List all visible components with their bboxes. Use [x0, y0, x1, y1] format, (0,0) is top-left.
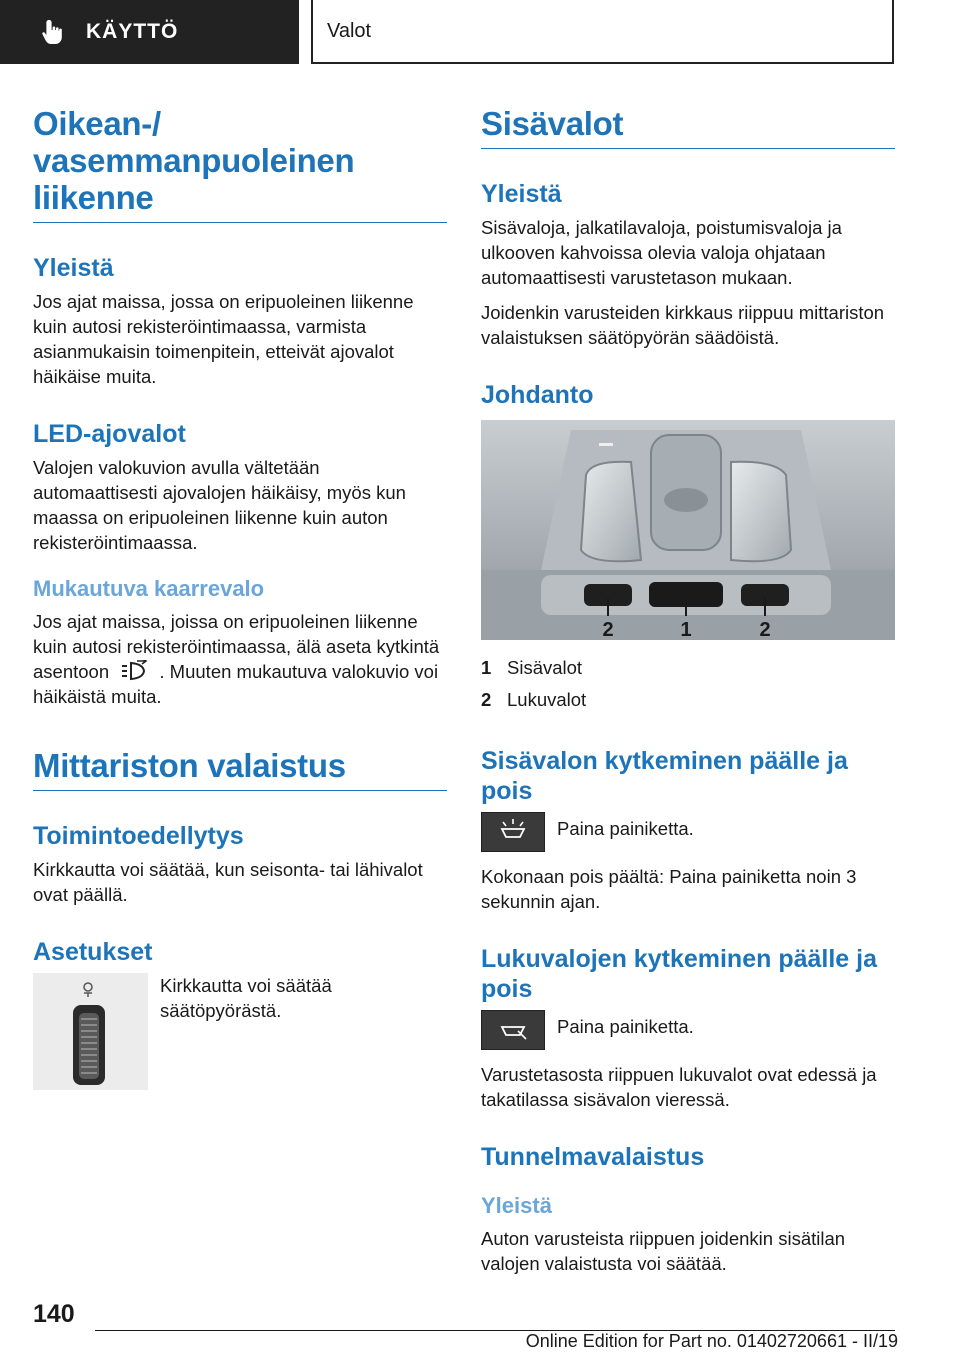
heading-ambient-lighting: Tunnelmavalaistus — [481, 1143, 705, 1171]
text-kokonaan: Kokonaan pois päältä: Paina painiketta noin 3 sekunnin ajan. — [481, 866, 857, 912]
interior-light-panel-image — [481, 420, 895, 640]
heading-yleista-right: Yleistä — [481, 180, 562, 208]
section-title: KÄYTTÖ — [86, 20, 179, 43]
text-kaarrevalo-after: . Muuten mukautuva valokuvio voi häikäistä muita. — [33, 661, 439, 707]
right-column — [481, 105, 895, 1286]
page-number: 140 — [33, 1300, 75, 1328]
text-varuste: Varustetasosta riippuen lukuvalot ovat edessä ja takatilassa sisävalon vieressä. — [481, 1064, 877, 1110]
page-header — [0, 0, 960, 66]
legend-number: 1 — [481, 657, 492, 678]
heading-traffic: Oikean-/ vasemmanpuoleinen liikenne — [33, 105, 447, 223]
left-column — [33, 105, 447, 1090]
text-yleista: Jos ajat maissa, jossa on eripuoleinen liikenne kuin autosi rekisteröintimaassa, varmista asianmukaisin toimenpitein, etteivät ajovalot häikäise muita. — [33, 291, 414, 387]
heading-tunnelma-yleista: Yleistä — [481, 1193, 552, 1218]
heading-toimintoedellytys: Toimintoedellytys — [33, 822, 244, 850]
chapter-title: Valot — [327, 19, 372, 42]
chapter-tab — [311, 0, 894, 64]
text-yleista-right-1: Sisävaloja, jalkatilavaloja, poistumisvaloja ja ulkooven kahvoissa olevia valoja ohjataan automaattisesti varustetason mukaan. — [481, 217, 842, 288]
photo-label-left: 2 — [602, 619, 614, 640]
photo-label-center: 1 — [680, 619, 692, 640]
interior-light-icon — [482, 813, 544, 851]
reading-light-button-image — [481, 1010, 545, 1050]
photo-label-right: 2 — [759, 619, 771, 640]
text-reading-light-press: Paina painiketta. — [557, 1016, 694, 1037]
text-kaarrevalo-before: Jos ajat maissa, joissa on eripuoleinen liikenne kuin autosi rekisteröintimaassa, älä aseta kytkintä asentoon — [33, 611, 440, 682]
legend-label: Sisävalot — [507, 657, 583, 678]
reading-light-button-row — [481, 1010, 895, 1050]
heading-yleista: Yleistä — [33, 254, 114, 282]
legend-item — [481, 684, 895, 716]
interior-light-button-row — [481, 812, 895, 852]
photo-legend — [481, 652, 895, 716]
hand-pointer-icon — [40, 18, 66, 46]
heading-instrument-lighting: Mittariston valaistus — [33, 747, 447, 791]
reading-light-icon — [482, 1011, 544, 1049]
heading-johdanto: Johdanto — [481, 381, 594, 409]
heading-interior-light-toggle: Sisävalon kytkeminen päälle ja pois — [481, 747, 848, 805]
heading-kaarrevalo: Mukautuva kaarrevalo — [33, 576, 265, 601]
legend-number: 2 — [481, 689, 492, 710]
interior-light-photo — [481, 420, 895, 640]
heading-asetukset: Asetukset — [33, 938, 153, 966]
dimmer-wheel-image — [33, 973, 148, 1090]
text-led: Valojen valokuvion avulla vältetään automaattisesti ajovalojen häikäisy, myös kun maassa on eripuoleinen liikenne kuin auton rekisteröintimaassa. — [33, 457, 406, 553]
text-interior-light-press: Paina painiketta. — [557, 818, 694, 839]
text-tunnelma: Auton varusteista riippuen joidenkin sisätilan valojen valaistusta voi säätää. — [481, 1228, 846, 1274]
legend-label: Lukuvalot — [507, 689, 587, 710]
text-asetukset: Kirkkautta voi säätää säätöpyörästä. — [160, 975, 332, 1021]
adaptive-headlight-icon — [120, 660, 148, 682]
section-tab — [0, 0, 299, 64]
heading-interior-lights: Sisävalot — [481, 105, 895, 149]
legend-item — [481, 652, 895, 684]
text-kaarrevalo — [33, 609, 447, 709]
edition-note: Online Edition for Part no. 01402720661 - II/19 — [525, 1331, 898, 1351]
text-yleista-right-2: Joidenkin varusteiden kirkkaus riippuu mittariston valaistuksen säätöpyörän säädöistä. — [481, 302, 885, 348]
text-toimintoedellytys: Kirkkautta voi säätää, kun seisonta- tai lähivalot ovat päällä. — [33, 859, 423, 905]
interior-light-button-image — [481, 812, 545, 852]
heading-led: LED-ajovalot — [33, 420, 186, 448]
asetukset-figure — [33, 973, 447, 1090]
heading-reading-light-toggle: Lukuvalojen kytkeminen päälle ja pois — [481, 945, 877, 1003]
dimmer-wheel-icon — [33, 973, 148, 1090]
